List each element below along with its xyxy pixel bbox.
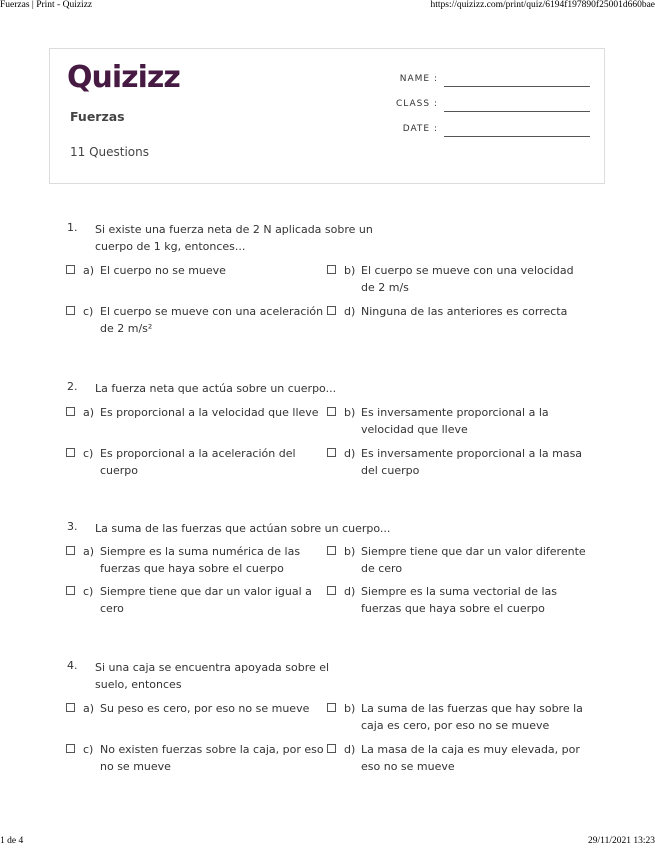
checkbox[interactable] [327, 407, 336, 416]
checkbox[interactable] [327, 265, 336, 274]
checkbox[interactable] [327, 546, 336, 555]
quiz-title: Fuerzas [70, 109, 125, 124]
question-number: 4. [67, 659, 78, 672]
checkbox[interactable] [66, 306, 75, 315]
print-header-url[interactable]: https://quizizz.com/print/quiz/6194f197890f25001d660bae [430, 0, 655, 10]
class-field [390, 99, 590, 115]
checkbox[interactable] [327, 448, 336, 457]
page-number: 1 de 4 [0, 836, 24, 846]
date-line [444, 136, 590, 137]
quiz-header-card [49, 48, 605, 184]
question-number: 3. [67, 520, 78, 533]
print-header-title: Fuerzas | Print - Quizizz [0, 0, 93, 10]
date-field [390, 124, 590, 140]
checkbox[interactable] [327, 306, 336, 315]
checkbox[interactable] [66, 744, 75, 753]
checkbox[interactable] [66, 546, 75, 555]
question-count: 11 Questions [70, 145, 150, 159]
checkbox[interactable] [327, 703, 336, 712]
question-text: Si existe una fuerza neta de 2 N aplicada sobre un cuerpo de 1 kg, entonces... [95, 223, 373, 253]
checkbox[interactable] [66, 265, 75, 274]
question-text: La fuerza neta que actúa sobre un cuerpo... [95, 382, 337, 395]
print-header [0, 0, 655, 12]
question-number: 1. [67, 221, 78, 234]
name-label: NAME : [399, 74, 438, 84]
question-text: Si una caja se encuentra apoyada sobre el suelo, entonces [95, 661, 330, 691]
date-label: DATE : [402, 124, 438, 134]
checkbox[interactable] [327, 744, 336, 753]
print-footer [0, 836, 655, 848]
checkbox[interactable] [66, 448, 75, 457]
checkbox[interactable] [66, 586, 75, 595]
checkbox[interactable] [66, 407, 75, 416]
name-field [390, 74, 590, 90]
checkbox[interactable] [327, 586, 336, 595]
class-label: CLASS : [396, 99, 438, 109]
question-number: 2. [67, 380, 78, 393]
quizizz-logo: Quizizz [67, 60, 180, 95]
question-text: La suma de las fuerzas que actúan sobre un cuerpo... [95, 522, 391, 535]
checkbox[interactable] [66, 703, 75, 712]
name-line [444, 86, 590, 87]
class-line [444, 111, 590, 112]
print-timestamp: 29/11/2021 13:23 [588, 836, 655, 846]
